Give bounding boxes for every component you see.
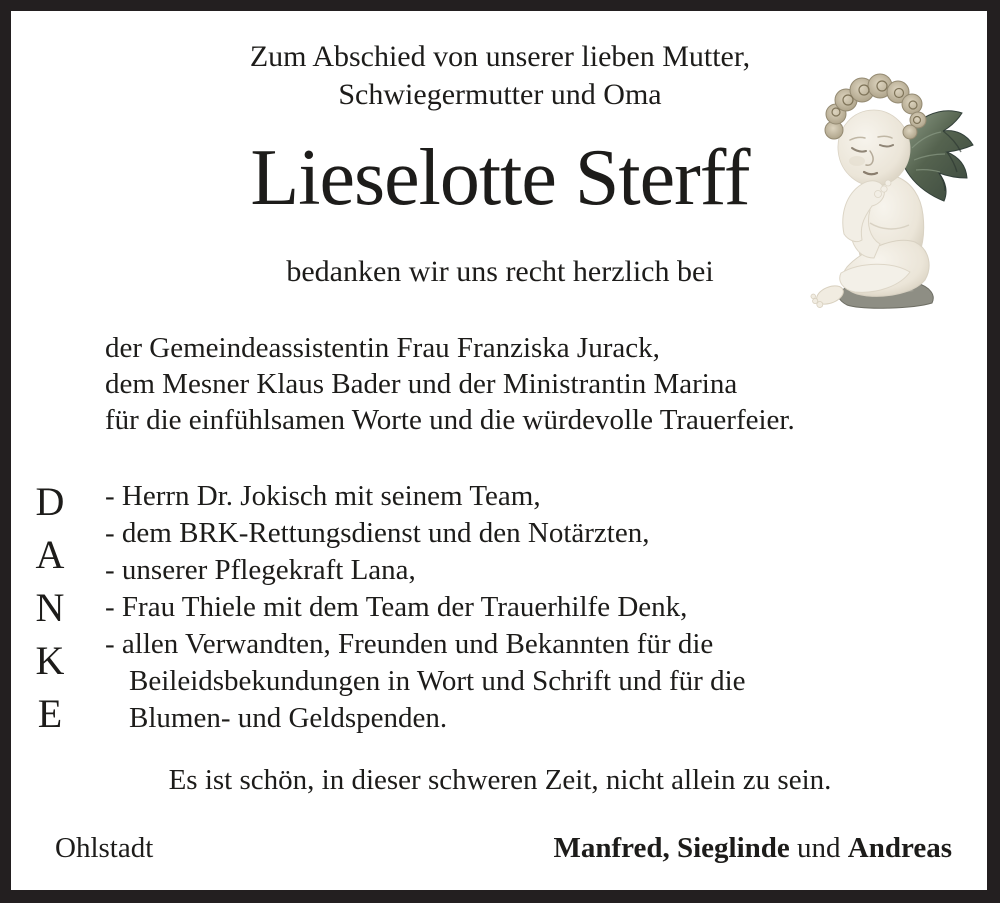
paragraph-line: der Gemeindeassistentin Frau Franziska Jurack, (105, 332, 660, 364)
danke-letter: E (37, 691, 63, 736)
danke-letter: A (35, 532, 65, 577)
cherub-head (834, 106, 915, 190)
paragraph-line: für die einfühlsamen Worte und die würdevolle Trauerfeier. (105, 404, 795, 436)
deceased-name: Lieselotte Sterff (250, 134, 750, 222)
intro-line-1: Zum Abschied von unserer lieben Mutter, (249, 40, 751, 73)
paragraph-line: dem Mesner Klaus Bader und der Ministrantin Marina (105, 368, 738, 400)
place-name: Ohlstadt (55, 832, 154, 864)
thanks-item: - Herrn Dr. Jokisch mit seinem Team, (105, 480, 541, 512)
signature-bold-names: Manfred, Sieglinde (553, 832, 790, 864)
thanks-item: - allen Verwandten, Freunden und Bekannten für die (105, 628, 714, 660)
signature-bold-name-2: Andreas (847, 832, 952, 864)
cherub-legs (840, 240, 929, 296)
thanks-item-continuation: Beileidsbekundungen in Wort und Schrift und für die (129, 665, 746, 697)
danke-letter: K (35, 638, 65, 683)
danke-letter: D (35, 479, 65, 524)
lead-line: bedanken wir uns recht herzlich bei (286, 255, 714, 288)
thanks-item: - unserer Pflegekraft Lana, (105, 554, 416, 586)
thanks-item: - Frau Thiele mit dem Team der Trauerhilfe Denk, (105, 591, 688, 623)
thanks-item: - dem BRK-Rettungsdienst und den Notärzten, (105, 517, 650, 549)
closing-line: Es ist schön, in dieser schweren Zeit, nicht allein zu sein. (168, 764, 832, 796)
cherub-foot (810, 282, 846, 309)
acknowledgement-paragraph (105, 330, 795, 438)
thanks-list (105, 478, 746, 737)
thanks-item-continuation: Blumen- und Geldspenden. (129, 702, 448, 734)
signature-connector: und (789, 832, 848, 864)
footer-row (55, 830, 952, 866)
danke-letter: N (35, 585, 65, 630)
signature-names (553, 830, 952, 866)
intro-line-2: Schwiegermutter und Oma (338, 78, 662, 111)
danke-vertical-word (26, 475, 74, 740)
cherub-angel-figurine-image (800, 48, 985, 310)
